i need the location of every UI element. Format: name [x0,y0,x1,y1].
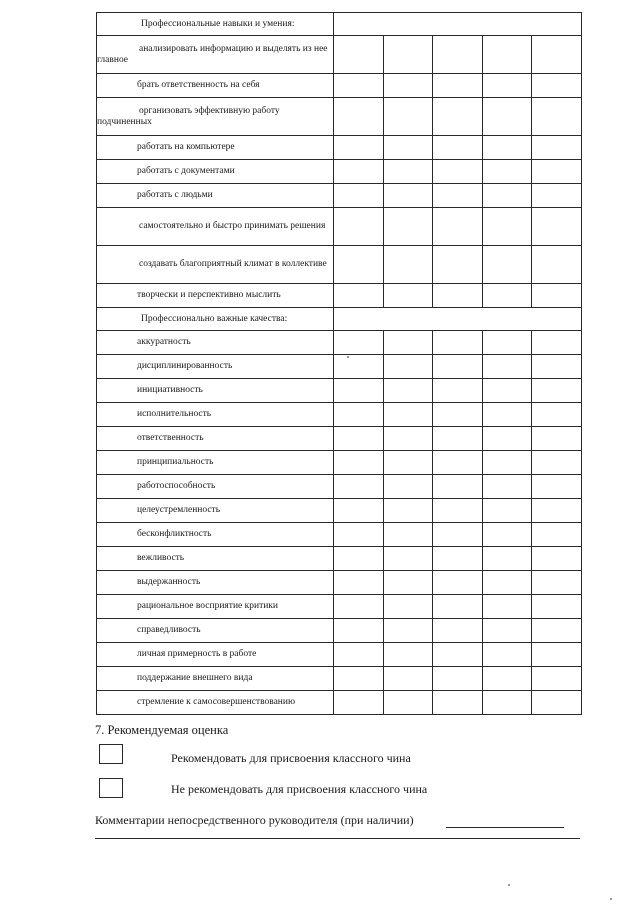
criterion-label: самостоятельно и быстро принимать решения [139,221,326,231]
rating-cell-2[interactable] [383,523,433,547]
table-row [97,184,582,208]
rating-cell-4[interactable] [482,36,532,74]
rating-cell-3[interactable] [433,619,483,643]
criterion-label: исполнительность [137,409,212,419]
table-row [97,451,582,475]
rating-cell-4[interactable] [482,643,532,667]
rating-cell-5[interactable] [532,427,582,451]
rating-cell-5[interactable] [532,74,582,98]
rating-cell-4[interactable] [482,160,532,184]
comments-line-1[interactable] [446,827,564,828]
rating-cell-1[interactable] [334,74,384,98]
rating-cell-2[interactable] [383,284,433,308]
criterion-label: целеустремленность [137,505,221,515]
rating-cell-4[interactable] [482,331,532,355]
qualities-header-label: Профессионально важные качества: [141,313,288,324]
rating-cell-2[interactable] [383,355,433,379]
rating-cell-1[interactable] [334,36,384,74]
rating-cell-3[interactable] [433,475,483,499]
rating-cell-3[interactable] [433,379,483,403]
criterion-label: анализировать информацию и выделять из нее главное [97,43,328,65]
rating-cell-3[interactable] [433,160,483,184]
criterion-label: организовать эффективную работу подчиненных [97,105,280,127]
rating-cell-4[interactable] [482,691,532,715]
rating-cell-1[interactable] [334,595,384,619]
criterion-label: работать на компьютере [137,142,235,152]
rating-cell-1[interactable] [334,547,384,571]
rating-cell-3[interactable] [433,571,483,595]
rating-cell-2[interactable] [383,499,433,523]
scan-speck [508,884,510,886]
rating-cell-2[interactable] [383,74,433,98]
rating-cell-3[interactable] [433,184,483,208]
criterion-label: работоспособность [137,481,216,491]
rating-cell-5[interactable] [532,475,582,499]
rating-cell-1[interactable] [334,571,384,595]
rating-cell-5[interactable] [532,355,582,379]
section-7-title: 7. Рекомендуемая оценка [95,723,229,737]
rating-cell-2[interactable] [383,36,433,74]
rating-cell-2[interactable] [383,475,433,499]
rating-cell-1[interactable] [334,619,384,643]
rating-cell-2[interactable] [383,208,433,246]
rating-cell-5[interactable] [532,643,582,667]
rating-cell-4[interactable] [482,523,532,547]
table-row [97,427,582,451]
rating-cell-4[interactable] [482,427,532,451]
rating-cell-5[interactable] [532,136,582,160]
skills-header-label: Профессиональные навыки и умения: [141,18,295,29]
rating-cell-4[interactable] [482,499,532,523]
criterion-label: работать с людьми [137,190,213,200]
skills-header [97,13,582,36]
rating-cell-5[interactable] [532,246,582,284]
rating-cell-5[interactable] [532,523,582,547]
table-row [97,667,582,691]
rating-cell-5[interactable] [532,547,582,571]
table-row [97,355,582,379]
table-row [97,547,582,571]
rating-cell-1[interactable] [334,98,384,136]
rating-cell-4[interactable] [482,475,532,499]
rating-cell-5[interactable] [532,595,582,619]
rating-cell-4[interactable] [482,284,532,308]
header-blank-cell [334,308,582,331]
rating-cell-2[interactable] [383,691,433,715]
rating-cell-5[interactable] [532,691,582,715]
rating-cell-2[interactable] [383,619,433,643]
criterion-label: аккуратность [137,337,191,347]
table-row [97,595,582,619]
criterion-label: выдержанность [137,577,201,587]
qualities-header [97,308,582,331]
criterion-label: ответственность [137,433,204,443]
rating-cell-5[interactable] [532,571,582,595]
not-recommend-label: Не рекомендовать для присвоения классного чина [171,782,428,796]
rating-cell-4[interactable] [482,619,532,643]
rating-cell-5[interactable] [532,284,582,308]
rating-cell-1[interactable] [334,160,384,184]
rating-cell-4[interactable] [482,547,532,571]
table-row [97,36,582,74]
rating-cell-4[interactable] [482,246,532,284]
recommend-checkbox[interactable] [99,744,123,764]
rating-cell-1[interactable] [334,499,384,523]
rating-cell-2[interactable] [383,427,433,451]
rating-cell-2[interactable] [383,547,433,571]
rating-cell-5[interactable] [532,331,582,355]
rating-cell-4[interactable] [482,136,532,160]
assessment-table [96,12,582,715]
header-blank-cell [334,13,582,36]
table-row [97,331,582,355]
criterion-label: инициативность [137,385,203,395]
rating-cell-2[interactable] [383,184,433,208]
comments-label: Комментарии непосредственного руководителя (при наличии) [95,813,414,827]
rating-cell-3[interactable] [433,284,483,308]
rating-cell-3[interactable] [433,331,483,355]
rating-cell-1[interactable] [334,284,384,308]
table-row [97,98,582,136]
rating-cell-2[interactable] [383,160,433,184]
rating-cell-3[interactable] [433,208,483,246]
rating-cell-3[interactable] [433,403,483,427]
table-row [97,571,582,595]
rating-cell-2[interactable] [383,98,433,136]
rating-cell-5[interactable] [532,98,582,136]
table-row [97,691,582,715]
criterion-label: рациональное восприятие критики [137,601,279,611]
table-row [97,160,582,184]
rating-cell-5[interactable] [532,160,582,184]
rating-cell-3[interactable] [433,691,483,715]
table-row [97,379,582,403]
rating-cell-2[interactable] [383,331,433,355]
rating-cell-5[interactable] [532,379,582,403]
rating-cell-3[interactable] [433,523,483,547]
rating-cell-1[interactable] [334,208,384,246]
criterion-label: стремление к самосовершенствованию [137,697,296,707]
rating-cell-1[interactable] [334,523,384,547]
rating-cell-5[interactable] [532,667,582,691]
criterion-label: бесконфликтность [137,529,212,539]
rating-cell-5[interactable] [532,184,582,208]
table-row [97,403,582,427]
table-row [97,523,582,547]
criterion-label: создавать благоприятный климат в коллективе [139,259,327,269]
table-row [97,246,582,284]
rating-cell-3[interactable] [433,74,483,98]
criterion-label: поддержание внешнего вида [137,673,253,683]
rating-cell-1[interactable] [334,379,384,403]
rating-cell-4[interactable] [482,667,532,691]
rating-cell-3[interactable] [433,98,483,136]
rating-cell-5[interactable] [532,499,582,523]
rating-cell-2[interactable] [383,403,433,427]
rating-cell-1[interactable] [334,331,384,355]
rating-cell-4[interactable] [482,379,532,403]
rating-cell-2[interactable] [383,379,433,403]
rating-cell-3[interactable] [433,246,483,284]
rating-cell-5[interactable] [532,403,582,427]
scan-speck [347,356,349,358]
rating-cell-4[interactable] [482,184,532,208]
rating-cell-1[interactable] [334,475,384,499]
rating-cell-3[interactable] [433,355,483,379]
rating-cell-3[interactable] [433,427,483,451]
rating-cell-5[interactable] [532,208,582,246]
rating-cell-1[interactable] [334,246,384,284]
rating-cell-4[interactable] [482,74,532,98]
table-row [97,74,582,98]
rating-cell-4[interactable] [482,403,532,427]
comments-line-2[interactable] [95,838,580,839]
rating-cell-2[interactable] [383,136,433,160]
rating-cell-1[interactable] [334,403,384,427]
rating-cell-3[interactable] [433,136,483,160]
not-recommend-checkbox[interactable] [99,778,123,798]
rating-cell-2[interactable] [383,451,433,475]
rating-cell-4[interactable] [482,208,532,246]
rating-cell-3[interactable] [433,547,483,571]
rating-cell-2[interactable] [383,246,433,284]
rating-cell-1[interactable] [334,667,384,691]
criterion-label: творчески и перспективно мыслить [137,290,281,300]
rating-cell-5[interactable] [532,619,582,643]
rating-cell-5[interactable] [532,36,582,74]
rating-cell-1[interactable] [334,136,384,160]
table-row [97,208,582,246]
criterion-label: справедливость [137,625,201,635]
rating-cell-3[interactable] [433,499,483,523]
rating-cell-3[interactable] [433,643,483,667]
rating-cell-2[interactable] [383,643,433,667]
rating-cell-1[interactable] [334,691,384,715]
criterion-label: брать ответственность на себя [137,80,260,90]
criterion-label: личная примерность в работе [137,649,257,659]
rating-cell-4[interactable] [482,595,532,619]
recommend-label: Рекомендовать для присвоения классного чина [171,751,411,765]
criterion-label: принципиальность [137,457,214,467]
criterion-label: работать с документами [137,166,235,176]
rating-cell-4[interactable] [482,98,532,136]
rating-cell-2[interactable] [383,667,433,691]
rating-cell-3[interactable] [433,451,483,475]
rating-cell-3[interactable] [433,667,483,691]
rating-cell-4[interactable] [482,571,532,595]
criterion-label: вежливость [137,553,185,563]
rating-cell-1[interactable] [334,184,384,208]
scan-speck [610,898,612,900]
table-row [97,136,582,160]
table-row [97,619,582,643]
rating-cell-1[interactable] [334,643,384,667]
criterion-label: дисциплинированность [137,361,233,371]
rating-cell-1[interactable] [334,451,384,475]
rating-cell-4[interactable] [482,451,532,475]
table-row [97,475,582,499]
table-row [97,284,582,308]
rating-cell-3[interactable] [433,36,483,74]
rating-cell-1[interactable] [334,355,384,379]
rating-cell-3[interactable] [433,595,483,619]
rating-cell-1[interactable] [334,427,384,451]
rating-cell-5[interactable] [532,451,582,475]
rating-cell-2[interactable] [383,595,433,619]
rating-cell-4[interactable] [482,355,532,379]
rating-cell-2[interactable] [383,571,433,595]
table-row [97,499,582,523]
table-row [97,643,582,667]
